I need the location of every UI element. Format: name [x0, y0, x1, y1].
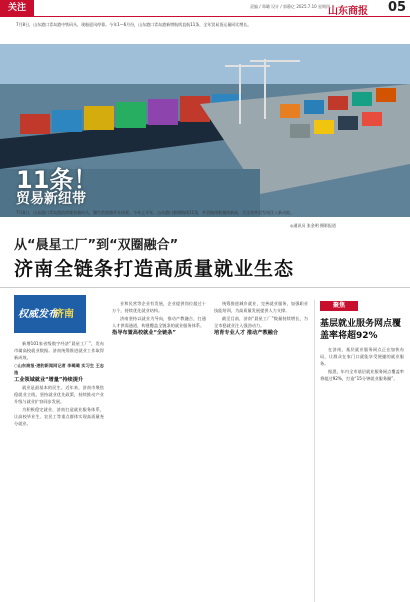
- newspaper-brand: 山东商报: [328, 6, 368, 17]
- photo-overlay-subhead: 贸易新纽带: [16, 191, 86, 207]
- photo-overlay-headline: 11条！: [16, 166, 98, 194]
- banner-label: 权威发布: [18, 309, 58, 320]
- banner-city: 济南: [54, 309, 74, 320]
- section-divider: [0, 287, 410, 288]
- paragraph: 据悉，年内全市基层就业服务网点覆盖率将超过92%，打造“15分钟就业服务圈”。: [320, 369, 404, 381]
- article-column-3: [214, 300, 308, 337]
- article-headline: 济南全链条打造高质量就业生态: [14, 258, 295, 280]
- article-byline: ○山东商报·速豹新闻网记者 李璐璐 实习生 王志逸: [14, 363, 104, 375]
- paragraph: 就业是最基本的民生。近年来，济南市聚焦稳就业主线，坚持就业优先政策，持续推动产业升级与就业扩容同步发展。: [14, 385, 104, 404]
- section-tab: 关注: [0, 0, 34, 16]
- article-lead: 新增101家省级数字经济“晨星工厂”，发布市属高校就业数据。济南统筹推进就业工作取得新成效。: [14, 341, 104, 360]
- column2-subhead: 指导布置高校就业“全链条”: [112, 330, 176, 336]
- sidebar-tag: 聚焦: [320, 301, 358, 311]
- article-column-2: [112, 300, 206, 337]
- paragraph: 济南坚持以就业为导向，推动产教融合，打通人才供需通道，构建覆盖全链条的就业服务体系。: [112, 316, 206, 328]
- paragraph: 业和民营等企业有发展，企业提供岗位超过十万个，持续优化就业结构。: [112, 301, 206, 313]
- column3-subhead: 培育专业人才 推动产教融合: [214, 330, 279, 336]
- photo-caption: 7月8日，山东港口青岛港前湾集装箱码头，繁忙的装卸作业场景。今年上半年，山东港口新增航线11条，外贸航线数量创新高，为全省外贸发展注入新动能。: [16, 210, 295, 215]
- top-caption: 7月8日，山东港口青岛港中铁码头，现船迎风停靠。今年1—6月份，山东港口青岛港新增航线直航11条，全年贸易货运量同比增长。: [16, 22, 252, 27]
- article-column-1: [14, 340, 104, 428]
- column1-subhead: 工业领域就业“增量”持续提升: [14, 377, 84, 383]
- article-kicker: 从“晨星工厂”到“双圈融合”: [14, 238, 179, 253]
- photo-credit: ◎通讯员 张金明 摄影报道: [290, 223, 337, 228]
- paragraph: 截至目前，济南“晨星工厂”数量持续增长，为全市稳就业注入强劲动力。: [214, 316, 308, 328]
- sidebar-title: 基层就业服务网点覆盖率将超92%: [320, 319, 402, 341]
- paragraph: 统筹推进城乡就业，完善就业服务，加强职业技能培训，为高质量发展提供人力支撑。: [214, 301, 308, 313]
- paragraph: 在济南，基层就业服务网点正在加快布局，让群众在家门口就能享受便捷的就业服务。: [320, 347, 404, 366]
- header-meta: 责编 / 郑璐 设计 / 郭静亿 2025.7.10 星期四: [250, 4, 330, 9]
- paragraph: 为积极稳定就业，济南打造就业服务体系，让高校毕业生、农民工等重点群体实现高质量充分就业。: [14, 407, 104, 426]
- page-number: 05: [388, 0, 407, 15]
- sidebar-body: [320, 346, 404, 383]
